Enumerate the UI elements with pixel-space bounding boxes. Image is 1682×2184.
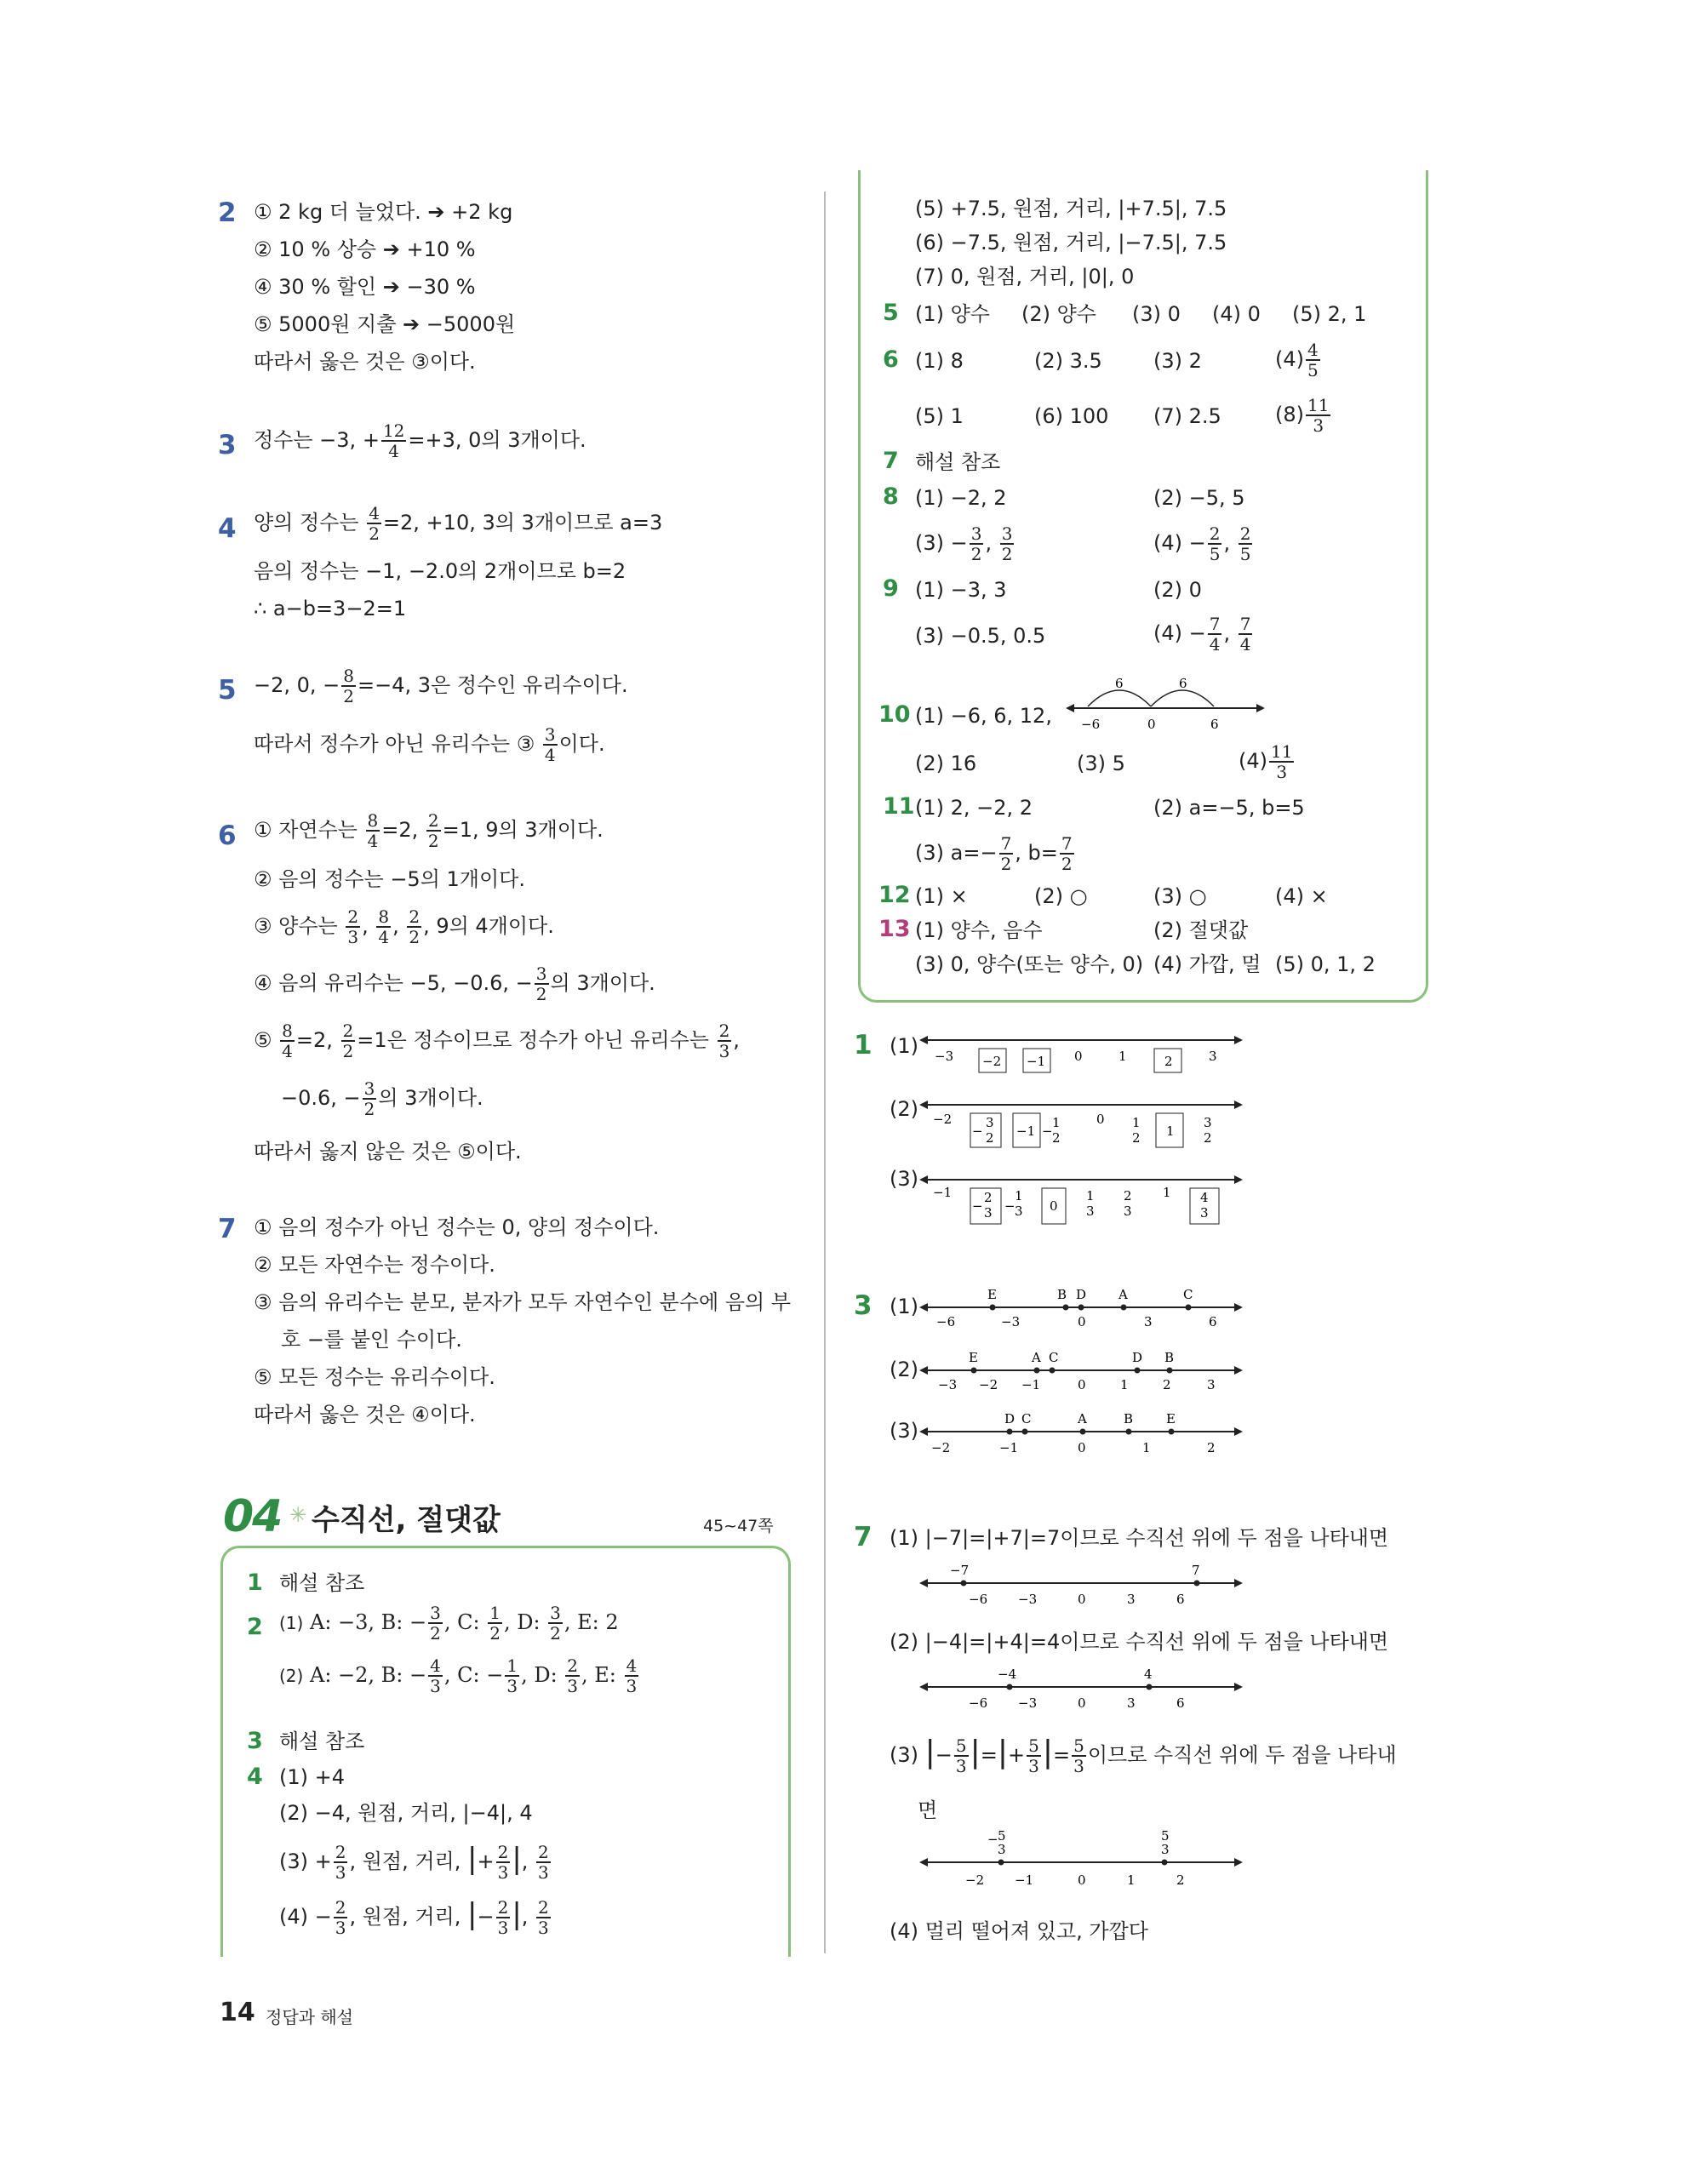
answer-line: ③ 음의 유리수는 분모, 분자가 모두 자연수인 분수에 음의 부 (254, 1290, 792, 1314)
question-number: 6 (218, 820, 237, 851)
question-number: 3 (218, 430, 237, 460)
part-label: (2) (890, 1097, 918, 1121)
answer-item: (5) 1 (915, 404, 964, 428)
svg-text:3: 3 (1209, 1049, 1217, 1064)
svg-text:0: 0 (1050, 1198, 1058, 1214)
svg-text:1: 1 (1015, 1188, 1023, 1203)
page-number: 14 (220, 1998, 255, 2027)
svg-text:E: E (987, 1287, 997, 1302)
answer-line: (1) |−7|=|+7|=7이므로 수직선 위에 두 점을 나타내면 (890, 1526, 1389, 1550)
answer-number: 4 (247, 1764, 263, 1790)
question-number: 1 (854, 1030, 872, 1061)
svg-text:−3: −3 (1018, 1592, 1038, 1607)
svg-text:0: 0 (1078, 1695, 1086, 1711)
svg-text:4: 4 (1200, 1190, 1209, 1205)
svg-text:C: C (1049, 1350, 1059, 1365)
answer-item: (4) 가깝, 멀 (1153, 952, 1262, 976)
svg-text:2: 2 (1124, 1188, 1132, 1203)
answer-line: (7) 0, 원점, 거리, |0|, 0 (915, 265, 1135, 289)
answer-line: ⑤ $\frac{8}{4}$ =2, $\frac{2}{2}$ =1은 정수이므로 정수가 아닌 유리수는 $\frac{2}{3}$ , (254, 1021, 740, 1061)
answer-line: (1) +4 (279, 1765, 346, 1789)
svg-text:3: 3 (1086, 1203, 1095, 1219)
answer-line: ② 음의 정수는 −5의 1개이다. (254, 867, 525, 891)
svg-text:−1: −1 (1027, 1054, 1046, 1069)
svg-text:C: C (1021, 1411, 1032, 1426)
svg-text:A: A (1078, 1411, 1087, 1426)
svg-text:−1: −1 (1015, 1872, 1034, 1888)
svg-text:3: 3 (1161, 1842, 1170, 1857)
number-line-diagram (919, 1021, 1243, 1234)
svg-text:−2: −2 (931, 1440, 951, 1455)
answer-line: ④ 음의 유리수는 −5, −0.6, − $\frac{3}{2}$ 의 3개이다. (254, 963, 655, 1004)
svg-text:6: 6 (1210, 717, 1219, 732)
svg-text:3: 3 (1144, 1314, 1153, 1329)
svg-text:2: 2 (1207, 1440, 1216, 1455)
svg-text:E: E (969, 1350, 978, 1365)
svg-text:0: 0 (1147, 717, 1156, 732)
answer-item: (4) × (1275, 884, 1328, 908)
svg-text:−3: −3 (1001, 1314, 1021, 1329)
svg-text:3: 3 (986, 1115, 994, 1130)
answer-item: (7) 2.5 (1153, 404, 1221, 428)
answer-line: (4) − $\frac{2}{3}$ , 원점, 거리, |− $\frac{2}{3}$ |, $\frac{2}{3}$ (279, 1897, 549, 1938)
answer-item: (1) 양수 (915, 302, 990, 326)
answer-line: ① 음의 정수가 아닌 정수는 0, 양의 정수이다. (254, 1215, 660, 1239)
svg-text:−2: −2 (979, 1377, 998, 1392)
answer-item: (3) 2 (1153, 349, 1202, 373)
answer-item: (1) × (915, 884, 968, 908)
answer-item: (1) 양수, 음수 (915, 918, 1043, 942)
answer-item: (2) 0 (1153, 578, 1202, 602)
svg-text:D: D (1132, 1350, 1143, 1365)
answer-item: (5) 2, 1 (1292, 302, 1367, 326)
part-label: (1) (890, 1034, 918, 1058)
svg-text:−6: −6 (936, 1314, 956, 1329)
svg-text:−3: −3 (938, 1377, 958, 1392)
svg-text:3: 3 (1127, 1592, 1136, 1607)
svg-text:1: 1 (1142, 1440, 1151, 1455)
svg-text:−: − (1004, 1198, 1015, 1214)
answer-line: (2) −4, 원점, 거리, |−4|, 4 (279, 1801, 533, 1825)
svg-text:0: 0 (1078, 1314, 1086, 1329)
number-line-arcs (1062, 672, 1267, 734)
answer-item: (1) −3, 3 (915, 578, 1007, 602)
answer-line: ① 2 kg 더 늘었다. ➔ +2 kg (254, 200, 513, 224)
answer-item: (4) − $\frac{2}{5}$ , $\frac{2}{5}$ (1153, 523, 1251, 564)
part-label: (3) (890, 1167, 918, 1191)
answer-line: (2) |−4|=|+4|=4이므로 수직선 위에 두 점을 나타내면 (890, 1630, 1389, 1654)
answer-line: ∴ a−b=3−2=1 (254, 597, 407, 620)
svg-text:−: − (987, 1832, 998, 1847)
answer-line: ⑤ 5000원 지출 ➔ −5000원 (254, 312, 516, 336)
svg-text:3: 3 (1124, 1203, 1132, 1219)
svg-text:E: E (1166, 1411, 1176, 1426)
svg-text:3: 3 (1204, 1115, 1212, 1130)
svg-text:−2: −2 (982, 1054, 1002, 1069)
svg-text:−: − (1042, 1123, 1053, 1139)
answer-line: 따라서 정수가 아닌 유리수는 ③ $\frac{3}{4}$ 이다. (254, 724, 605, 765)
answer-number: 8 (883, 483, 899, 510)
svg-text:6: 6 (1179, 676, 1187, 691)
answer-item: 해설 참조 (915, 450, 1001, 474)
svg-text:−3: −3 (1018, 1695, 1038, 1711)
svg-text:5: 5 (998, 1830, 1006, 1844)
answer-line: 양의 정수는 $\frac{4}{2}$ =2, +10, 3의 3개이므로 a=3 (254, 503, 663, 544)
answer-number: 2 (247, 1614, 263, 1640)
answer-item: (3) a=− $\frac{7}{2}$ , b= $\frac{7}{2}$ (915, 833, 1073, 874)
answer-number: 1 (247, 1569, 263, 1596)
number-line-diagram (919, 1277, 1243, 1472)
answer-item: (2) 3.5 (1034, 349, 1102, 373)
svg-text:B: B (1124, 1411, 1134, 1426)
svg-text:−4: −4 (998, 1667, 1017, 1682)
answer-item: (4) $\frac{11}{3}$ (1239, 741, 1293, 782)
svg-text:−6: −6 (1081, 717, 1101, 732)
svg-text:2: 2 (1163, 1377, 1171, 1392)
question-number: 2 (218, 197, 237, 228)
svg-text:6: 6 (1115, 676, 1124, 691)
svg-text:2: 2 (986, 1130, 994, 1146)
answer-item: (1) 8 (915, 349, 964, 373)
answer-item: (2) ○ (1034, 884, 1088, 908)
answer-number: 6 (883, 346, 899, 373)
svg-text:1: 1 (1166, 1123, 1175, 1139)
answer-line: (3) |− $\frac{5}{3}$ |=|+ $\frac{5}{3}$ |= $\frac{5}{3}$ 이므로 수직선 위에 두 점을 나타내 (890, 1735, 1397, 1776)
answer-line: ② 모든 자연수는 정수이다. (254, 1253, 495, 1277)
section-number: 04 (223, 1491, 282, 1542)
svg-text:B: B (1164, 1350, 1175, 1365)
svg-text:3: 3 (1127, 1695, 1136, 1711)
answer-item: (3) ○ (1153, 884, 1207, 908)
svg-text:0: 0 (1078, 1377, 1086, 1392)
answer-line: (2) A: −2, B: − $\frac{4}{3}$ , C: − $\frac{1}{3}$ , D: $\frac{2}{3}$ , E: $\frac{4}{3}$ (279, 1655, 638, 1696)
svg-text:6: 6 (1209, 1314, 1217, 1329)
svg-text:−1: −1 (933, 1185, 953, 1200)
svg-text:2: 2 (1052, 1130, 1061, 1146)
svg-text:−1: −1 (1016, 1123, 1036, 1139)
answer-line: ⑤ 모든 정수는 유리수이다. (254, 1365, 495, 1389)
svg-text:2: 2 (1132, 1130, 1141, 1146)
svg-text:3: 3 (1015, 1203, 1023, 1219)
page-range: 45~47쪽 (703, 1517, 774, 1535)
svg-text:2: 2 (984, 1190, 993, 1205)
svg-text:−2: −2 (965, 1872, 985, 1888)
answer-number: 10 (878, 701, 911, 728)
number-line-diagram (919, 1559, 1243, 1619)
svg-text:6: 6 (1176, 1592, 1185, 1607)
question-number: 7 (854, 1522, 872, 1552)
svg-text:1: 1 (1127, 1872, 1136, 1888)
answer-item: (8) $\frac{11}{3}$ (1275, 395, 1330, 436)
answer-line: 따라서 옳은 것은 ④이다. (254, 1403, 476, 1426)
footer-label: 정답과 해설 (266, 2007, 353, 2027)
answer-item: (3) −0.5, 0.5 (915, 624, 1046, 648)
svg-text:3: 3 (1200, 1205, 1209, 1221)
answer-item: (3) − $\frac{3}{2}$ , $\frac{3}{2}$ (915, 523, 1013, 564)
answer-line: (1) A: −3, B: − $\frac{3}{2}$ , C: $\frac{1}{2}$ , D: $\frac{3}{2}$ , E: 2 (279, 1603, 619, 1644)
answer-item: (2) 16 (915, 752, 977, 775)
svg-text:−6: −6 (969, 1695, 988, 1711)
svg-text:1: 1 (1052, 1115, 1061, 1130)
svg-text:5: 5 (1161, 1830, 1170, 1844)
answer-number: 3 (247, 1728, 263, 1754)
svg-text:3: 3 (998, 1842, 1006, 1857)
svg-text:1: 1 (1120, 1377, 1129, 1392)
answer-line: 면 (918, 1798, 938, 1822)
answer-number: 12 (878, 882, 911, 908)
answer-line: (6) −7.5, 원점, 거리, |−7.5|, 7.5 (915, 231, 1227, 254)
question-number: 7 (218, 1214, 237, 1244)
svg-text:−: − (972, 1123, 983, 1139)
svg-text:−7: −7 (950, 1563, 970, 1578)
section-title: 수직선, 절댓값 (312, 1503, 501, 1537)
answer-item: (4) $\frac{4}{5}$ (1275, 340, 1319, 380)
answer-item: (1) −2, 2 (915, 486, 1007, 510)
svg-text:1: 1 (1163, 1185, 1171, 1200)
part-label: (3) (890, 1419, 918, 1443)
question-number: 5 (218, 675, 237, 706)
answer-line: ③ 양수는 $\frac{2}{3}$ , $\frac{8}{4}$ , $\frac{2}{2}$ , 9의 4개이다. (254, 906, 554, 947)
svg-text:D: D (1004, 1411, 1015, 1426)
answer-line: 따라서 옳은 것은 ③이다. (254, 350, 476, 374)
answer-item: (2) a=−5, b=5 (1153, 796, 1305, 820)
svg-text:2: 2 (1204, 1130, 1212, 1146)
answer-number: 9 (883, 575, 899, 602)
answer-item: (2) −5, 5 (1153, 486, 1245, 510)
number-line-diagram (919, 1663, 1243, 1723)
svg-text:B: B (1057, 1287, 1067, 1302)
answer-number: 13 (878, 916, 911, 942)
svg-text:1: 1 (1132, 1115, 1141, 1130)
answer-item: (2) 절댓값 (1153, 918, 1249, 942)
answer-item: (5) 0, 1, 2 (1275, 952, 1376, 976)
part-label: (1) (890, 1295, 918, 1318)
answer-line: 해설 참조 (279, 1571, 365, 1595)
svg-text:0: 0 (1074, 1049, 1083, 1064)
svg-text:6: 6 (1176, 1695, 1185, 1711)
svg-text:4: 4 (1144, 1667, 1153, 1682)
answer-item: (3) 0, 양수(또는 양수, 0) (915, 952, 1144, 976)
part-label: (2) (890, 1358, 918, 1381)
svg-text:A: A (1032, 1350, 1041, 1365)
answer-line: ④ 30 % 할인 ➔ −30 % (254, 275, 476, 299)
answer-item: (4) 0 (1212, 302, 1261, 326)
question-number: 3 (854, 1290, 872, 1321)
svg-text:C: C (1183, 1287, 1193, 1302)
answer-line: −0.6, − $\frac{3}{2}$ 의 3개이다. (281, 1078, 483, 1119)
answer-number: 7 (883, 448, 899, 474)
svg-text:0: 0 (1078, 1592, 1086, 1607)
text: 정수는 −3, + (254, 428, 380, 452)
svg-text:−6: −6 (969, 1592, 988, 1607)
number-line-diagram (919, 1830, 1243, 1898)
question-number: 4 (218, 513, 237, 544)
answer-item: (3) 5 (1077, 752, 1125, 775)
answer-item: (6) 100 (1034, 404, 1109, 428)
svg-text:0: 0 (1096, 1112, 1105, 1127)
svg-text:−3: −3 (935, 1049, 954, 1064)
answer-item: (1) −6, 6, 12, (915, 704, 1052, 728)
svg-text:7: 7 (1192, 1563, 1200, 1578)
answer-item: (4) − $\frac{7}{4}$ , $\frac{7}{4}$ (1153, 614, 1251, 655)
svg-text:2: 2 (1164, 1054, 1173, 1069)
svg-text:D: D (1076, 1287, 1087, 1302)
answer-item: (1) 2, −2, 2 (915, 796, 1033, 820)
svg-text:0: 0 (1078, 1872, 1086, 1888)
answer-item: (2) 양수 (1021, 302, 1096, 326)
svg-text:3: 3 (984, 1205, 993, 1221)
svg-text:1: 1 (1118, 1049, 1127, 1064)
svg-text:1: 1 (1086, 1188, 1095, 1203)
answer-line: 따라서 옳지 않은 것은 ⑤이다. (254, 1140, 522, 1163)
answer-line: −2, 0, − $\frac{8}{2}$ =−4, 3은 정수인 유리수이다. (254, 666, 628, 706)
answer-line: ② 10 % 상승 ➔ +10 % (254, 237, 476, 261)
column-divider (824, 192, 826, 1953)
text: =+3, 0의 3개이다. (408, 428, 586, 452)
svg-text:0: 0 (1078, 1440, 1086, 1455)
svg-text:3: 3 (1207, 1377, 1216, 1392)
answer-line: (3) + $\frac{2}{3}$ , 원점, 거리, |+ $\frac{2}{3}$ |, $\frac{2}{3}$ (279, 1842, 549, 1883)
answer-number: 5 (883, 300, 899, 326)
answer-number: 11 (883, 793, 915, 820)
svg-text:−1: −1 (999, 1440, 1019, 1455)
svg-text:−1: −1 (1021, 1377, 1041, 1392)
answer-line: 호 −를 붙인 수이다. (281, 1328, 462, 1352)
svg-text:2: 2 (1176, 1872, 1185, 1888)
answer-item: (3) 0 (1132, 302, 1181, 326)
answer-line: (4) 멀리 떨어져 있고, 가깝다 (890, 1919, 1148, 1943)
fraction: $\frac{12}{4}$ (382, 420, 405, 461)
answer-line: (5) +7.5, 원점, 거리, |+7.5|, 7.5 (915, 197, 1227, 220)
svg-text:−: − (972, 1198, 983, 1214)
answer-line (254, 421, 586, 460)
answer-line: 해설 참조 (279, 1729, 365, 1753)
svg-text:A: A (1118, 1287, 1128, 1302)
answer-line: ① 자연수는 $\frac{8}{4}$ =2, $\frac{2}{2}$ =1, 9의 3개이다. (254, 810, 604, 851)
answer-line: 음의 정수는 −1, −2.0의 2개이므로 b=2 (254, 559, 626, 583)
svg-text:−2: −2 (933, 1112, 953, 1127)
asterisk-icon: ✳ (289, 1503, 307, 1527)
